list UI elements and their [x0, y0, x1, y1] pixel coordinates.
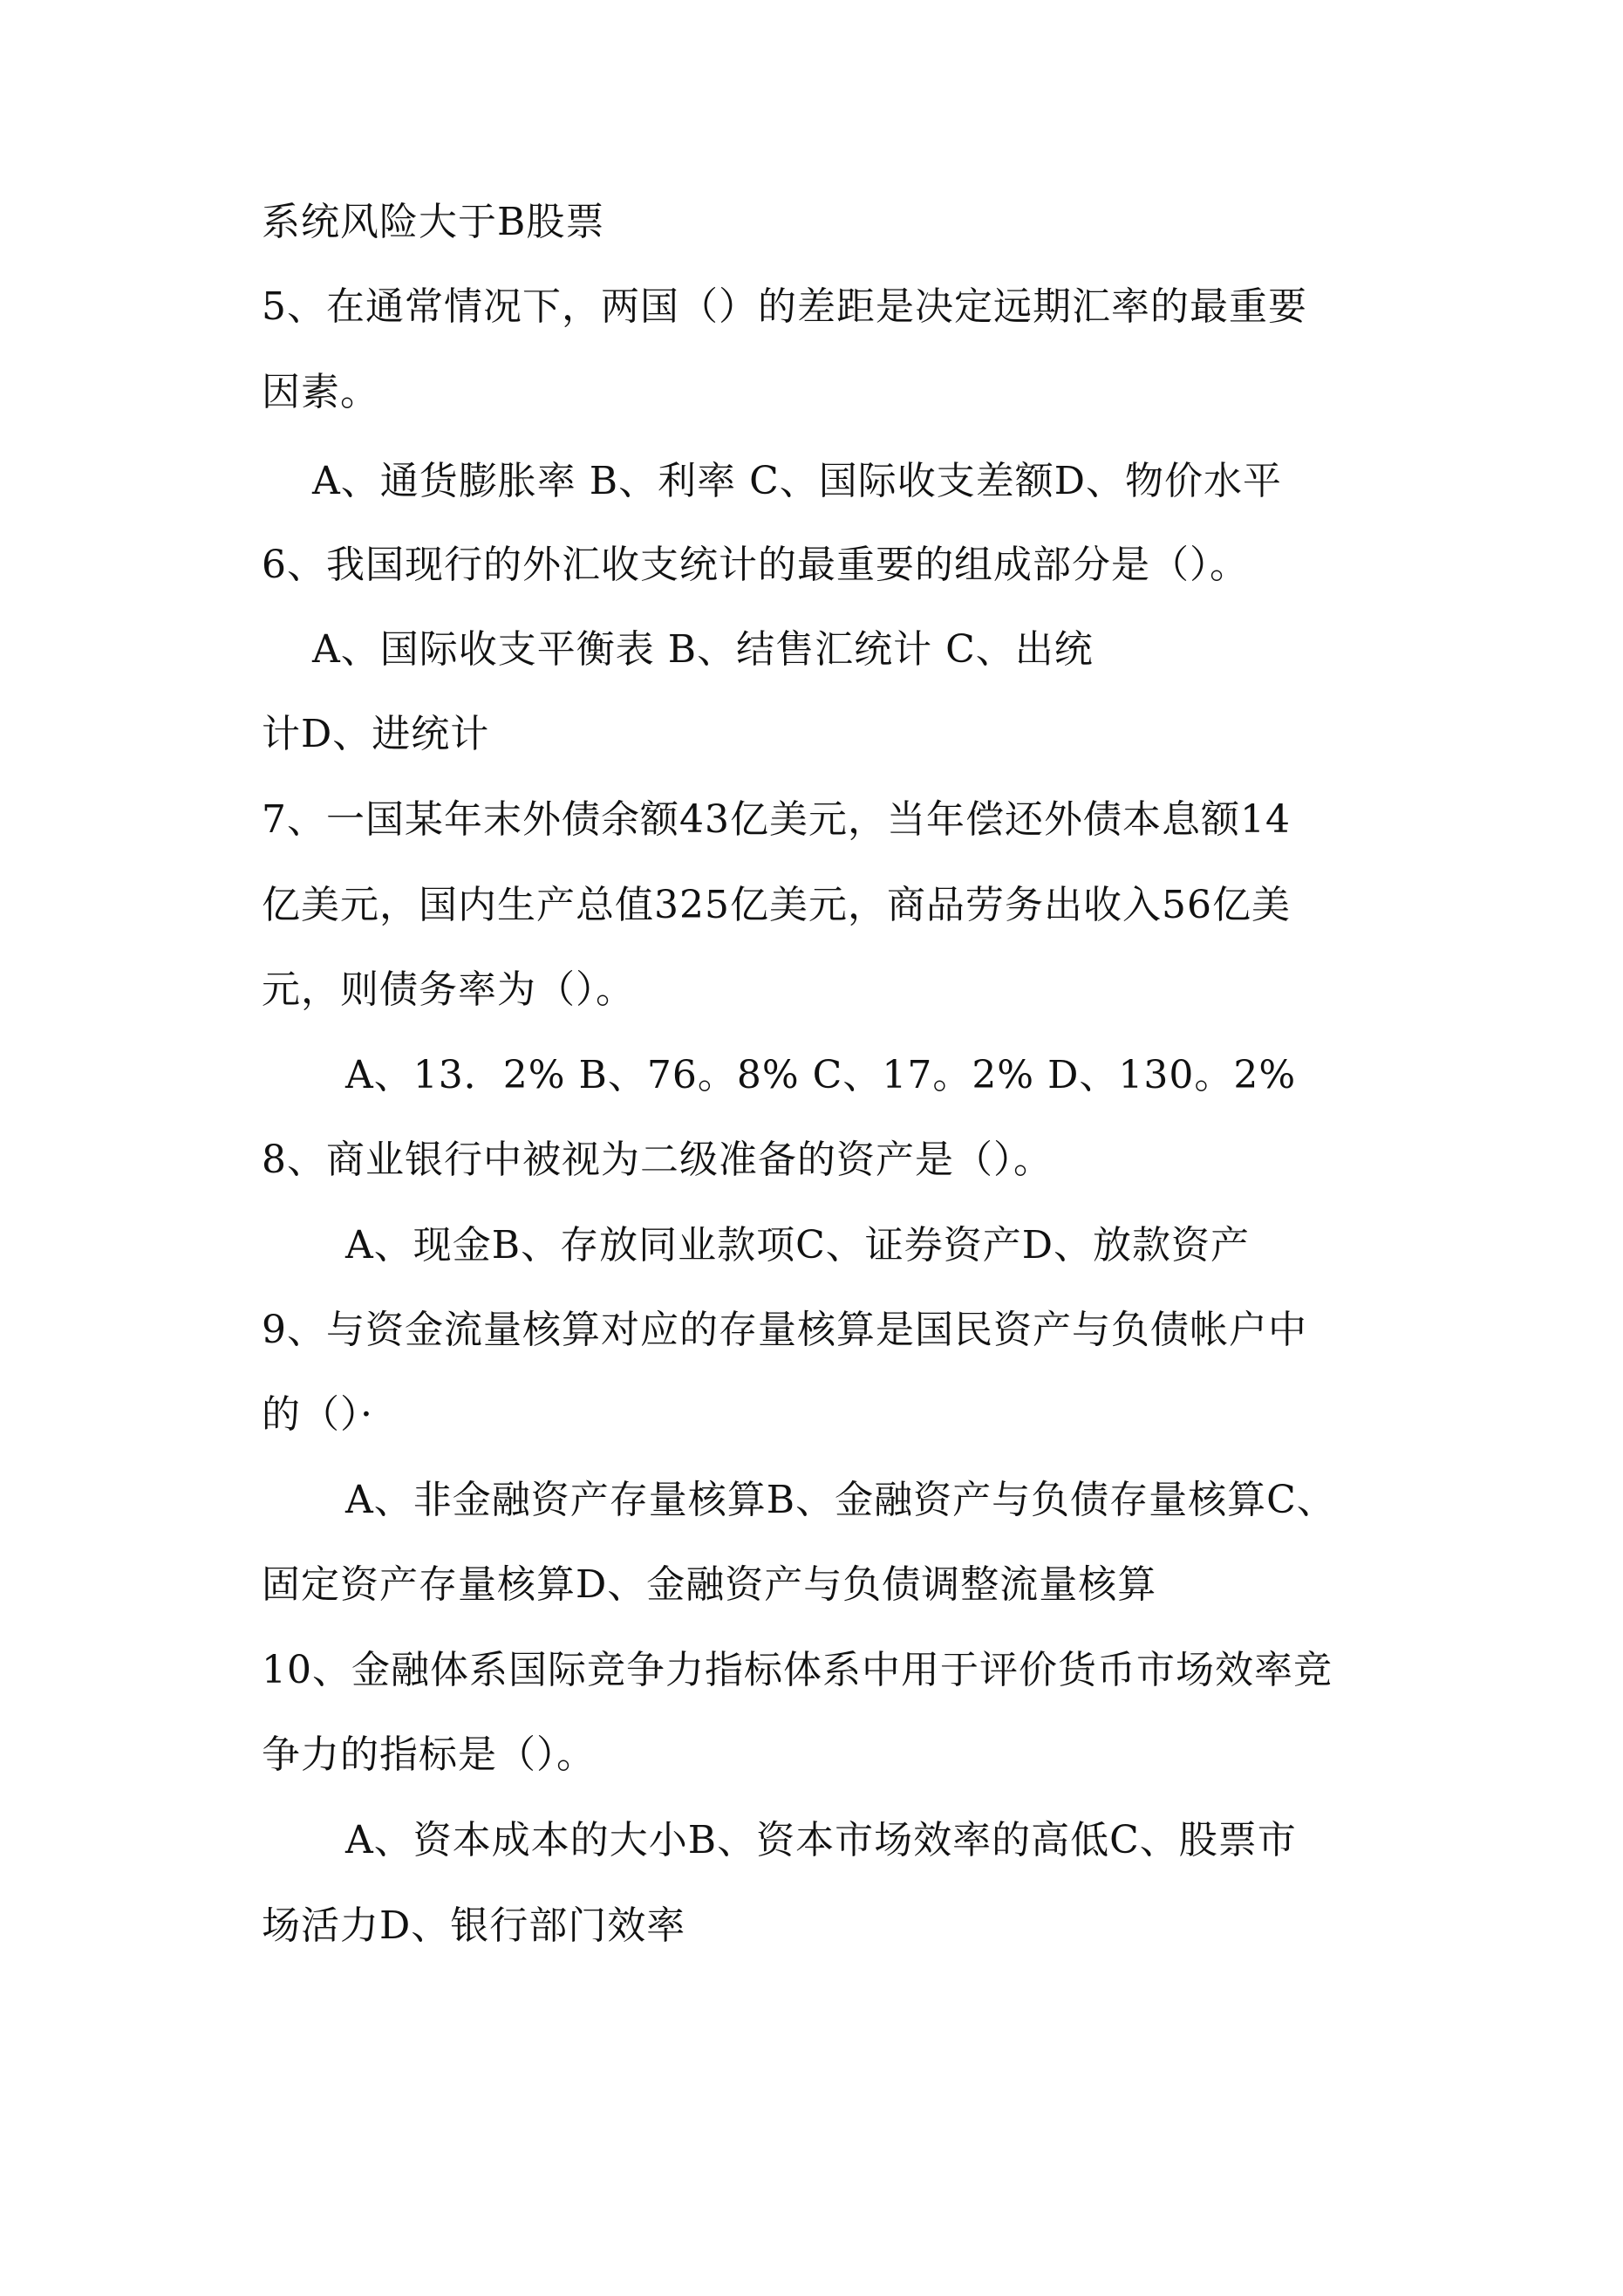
- question-9-line-1: 9、与资金流量核算对应的存量核算是国民资产与负债帐户中: [262, 1308, 1307, 1352]
- question-5-line-2: 因素。: [262, 370, 379, 414]
- question-6-options-line-2: 计D、进统计: [262, 712, 490, 756]
- question-6-options-line-1: A、国际收支平衡表 B、结售汇统计 C、出统: [312, 627, 1094, 672]
- question-8-line-1: 8、商业银行中被视为二级准备的资产是（）。: [262, 1138, 1053, 1182]
- question-5-options: A、通货膨胀率 B、利率 C、国际收支差额D、物价水平: [312, 459, 1283, 503]
- question-9-options-line-2: 固定资产存量核算D、金融资产与负债调整流量核算: [262, 1562, 1157, 1607]
- question-7-line-2: 亿美元，国内生产总值325亿美元，商品劳务出收入56亿美: [262, 883, 1291, 927]
- question-7-line-3: 元，则债务率为（）。: [262, 967, 635, 1012]
- question-7-options: A、13．2% B、76。8% C、17。2% D、130。2%: [345, 1053, 1297, 1097]
- question-10-options-line-1: A、资本成本的大小B、资本市场效率的高低C、股票市: [345, 1818, 1297, 1862]
- question-9-options-line-1: A、非金融资产存量核算B、金融资产与负债存量核算C、: [345, 1478, 1336, 1522]
- question-10-line-2: 争力的指标是（）。: [262, 1732, 596, 1777]
- text-line: 系统风险大于B股票: [262, 200, 605, 244]
- question-10-line-1: 10、金融体系国际竞争力指标体系中用于评价货币市场效率竞: [262, 1648, 1333, 1692]
- question-7-line-1: 7、一国某年末外债余额43亿美元，当年偿还外债本息额14: [262, 797, 1291, 842]
- question-5-line-1: 5、在通常情况下，两国（）的差距是决定远期汇率的最重要: [262, 284, 1307, 329]
- question-10-options-line-2: 场活力D、银行部门效率: [262, 1903, 686, 1948]
- question-6-line-1: 6、我国现行的外汇收支统计的最重要的组成部分是（）。: [262, 543, 1249, 587]
- question-9-line-2: 的（）·: [262, 1392, 373, 1437]
- question-8-options: A、现金B、存放同业款项C、证券资产D、放款资产: [345, 1223, 1251, 1268]
